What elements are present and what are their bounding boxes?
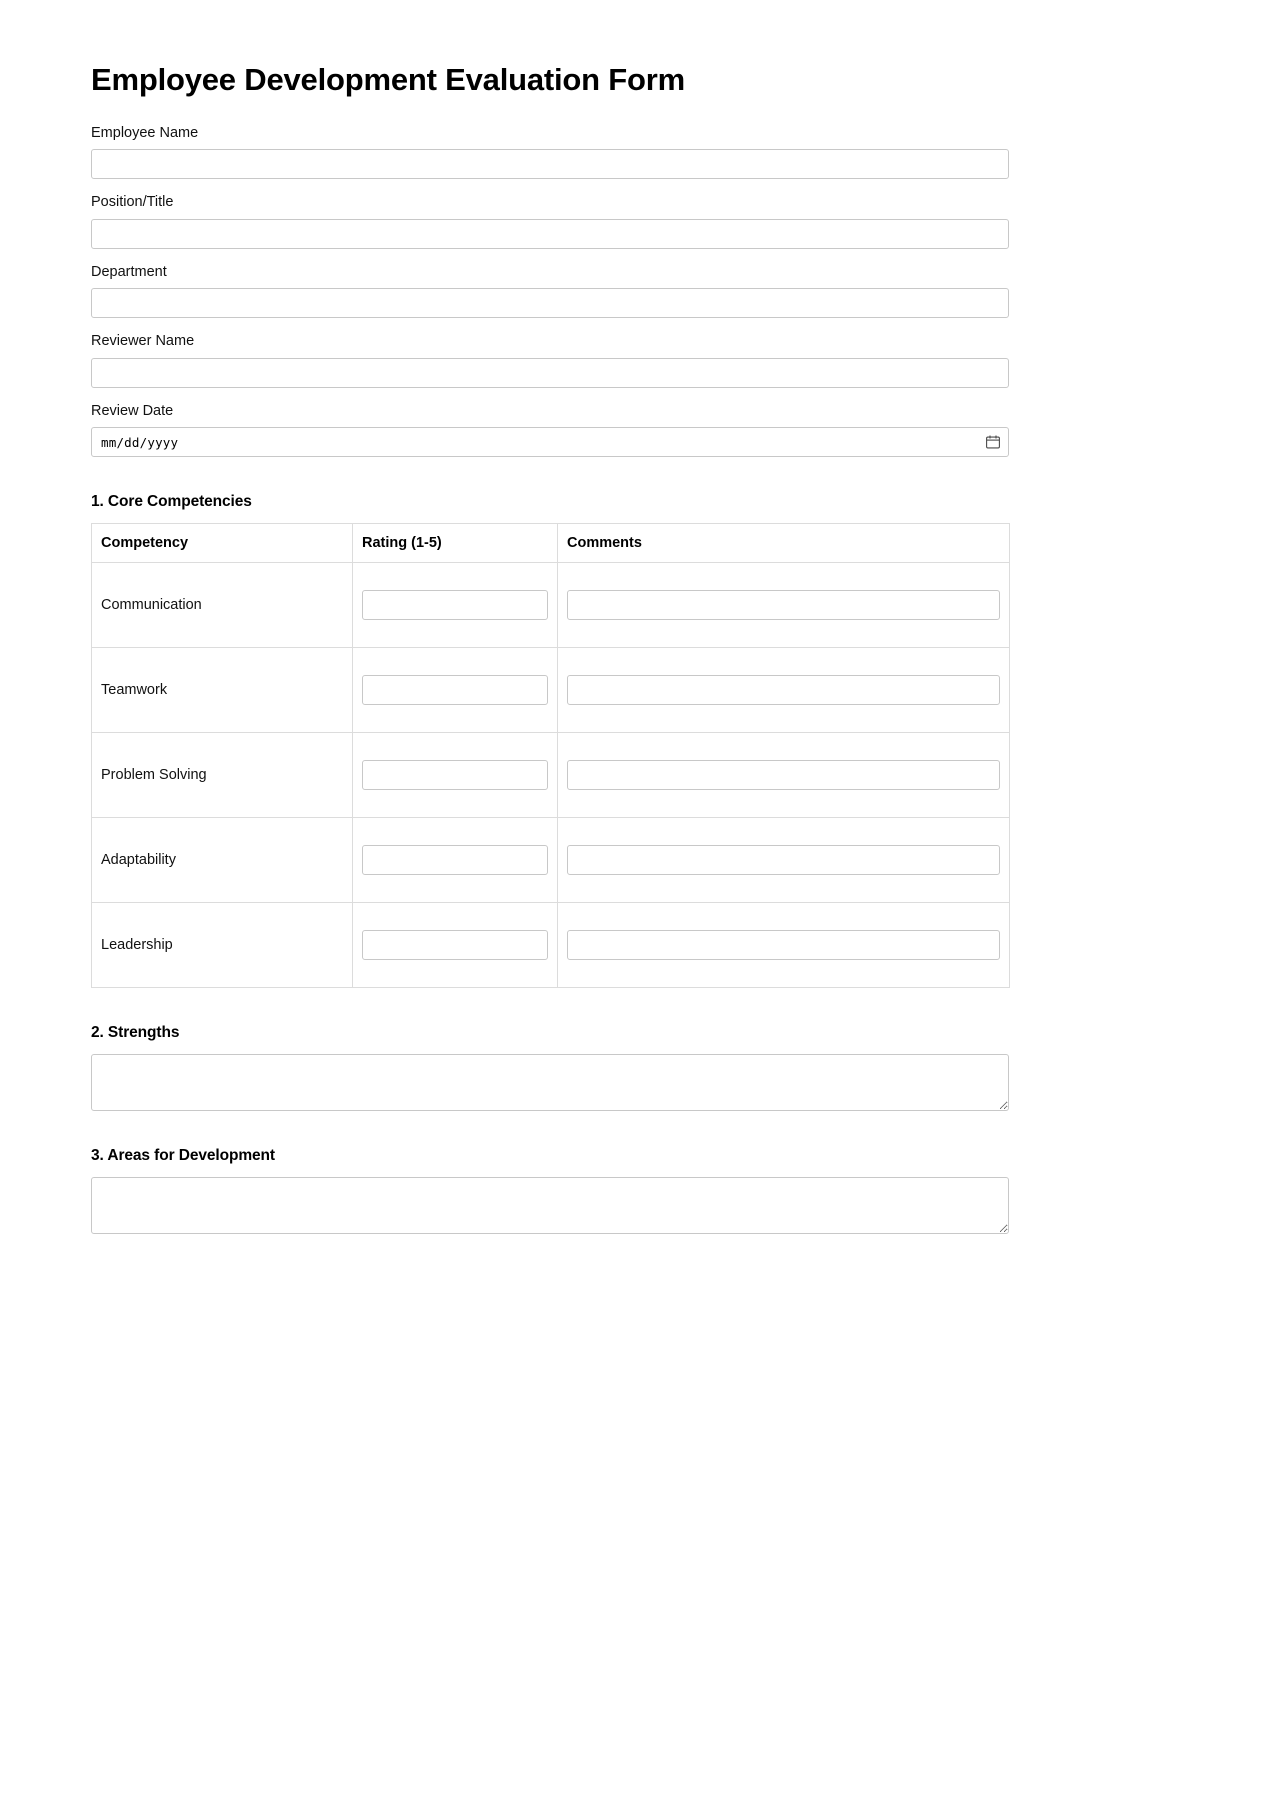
comments-input-teamwork[interactable] — [567, 675, 1000, 705]
rating-cell — [353, 733, 558, 818]
section-heading-areas-for-development: 3. Areas for Development — [91, 1147, 275, 1165]
label-review-date: Review Date — [91, 402, 174, 419]
review-date-input[interactable] — [91, 427, 1009, 457]
section-heading-core-competencies: 1. Core Competencies — [91, 493, 252, 511]
table-row — [92, 818, 1010, 903]
areas-for-development-textarea[interactable] — [91, 1177, 1009, 1234]
section-heading-strengths: 2. Strengths — [91, 1024, 180, 1042]
table-row — [92, 903, 1010, 988]
page-title: Employee Development Evaluation Form — [91, 62, 686, 97]
field-employee-name — [91, 124, 1010, 180]
label-position-title: Position/Title — [91, 194, 174, 211]
competency-label: Leadership — [92, 903, 353, 988]
comments-cell — [558, 733, 1010, 818]
comments-cell — [558, 563, 1010, 648]
comments-input-communication[interactable] — [567, 590, 1000, 620]
reviewer-name-input[interactable] — [91, 358, 1009, 388]
section-strengths — [91, 1024, 1010, 1111]
rating-input-leadership[interactable] — [362, 930, 548, 960]
column-header-comments: Comments — [558, 524, 1010, 563]
label-employee-name: Employee Name — [91, 124, 199, 141]
column-header-rating: Rating (1-5) — [353, 524, 558, 563]
field-reviewer-name — [91, 332, 1010, 388]
field-department — [91, 263, 1010, 319]
competency-label: Teamwork — [92, 648, 353, 733]
review-date-wrapper — [91, 427, 1009, 457]
table-row — [92, 648, 1010, 733]
label-reviewer-name: Reviewer Name — [91, 333, 195, 350]
competency-label: Problem Solving — [92, 733, 353, 818]
comments-cell — [558, 903, 1010, 988]
competency-label: Adaptability — [92, 818, 353, 903]
strengths-textarea[interactable] — [91, 1054, 1009, 1111]
rating-cell — [353, 818, 558, 903]
column-header-competency: Competency — [92, 524, 353, 563]
field-review-date — [91, 402, 1010, 458]
label-department: Department — [91, 263, 167, 280]
core-competencies-table — [91, 523, 1010, 988]
rating-input-adaptability[interactable] — [362, 845, 548, 875]
comments-input-leadership[interactable] — [567, 930, 1000, 960]
comments-input-problem-solving[interactable] — [567, 760, 1000, 790]
department-input[interactable] — [91, 288, 1009, 318]
section-core-competencies — [91, 493, 1010, 988]
rating-cell — [353, 563, 558, 648]
rating-input-teamwork[interactable] — [362, 675, 548, 705]
rating-input-problem-solving[interactable] — [362, 760, 548, 790]
comments-cell — [558, 818, 1010, 903]
competency-label: Communication — [92, 563, 353, 648]
field-position-title — [91, 193, 1010, 249]
employee-name-input[interactable] — [91, 149, 1009, 179]
rating-input-communication[interactable] — [362, 590, 548, 620]
section-areas-for-development — [91, 1147, 1010, 1234]
comments-cell — [558, 648, 1010, 733]
table-row — [92, 563, 1010, 648]
rating-cell — [353, 648, 558, 733]
position-title-input[interactable] — [91, 219, 1009, 249]
comments-input-adaptability[interactable] — [567, 845, 1000, 875]
table-header-row — [92, 524, 1010, 563]
table-row — [92, 733, 1010, 818]
rating-cell — [353, 903, 558, 988]
